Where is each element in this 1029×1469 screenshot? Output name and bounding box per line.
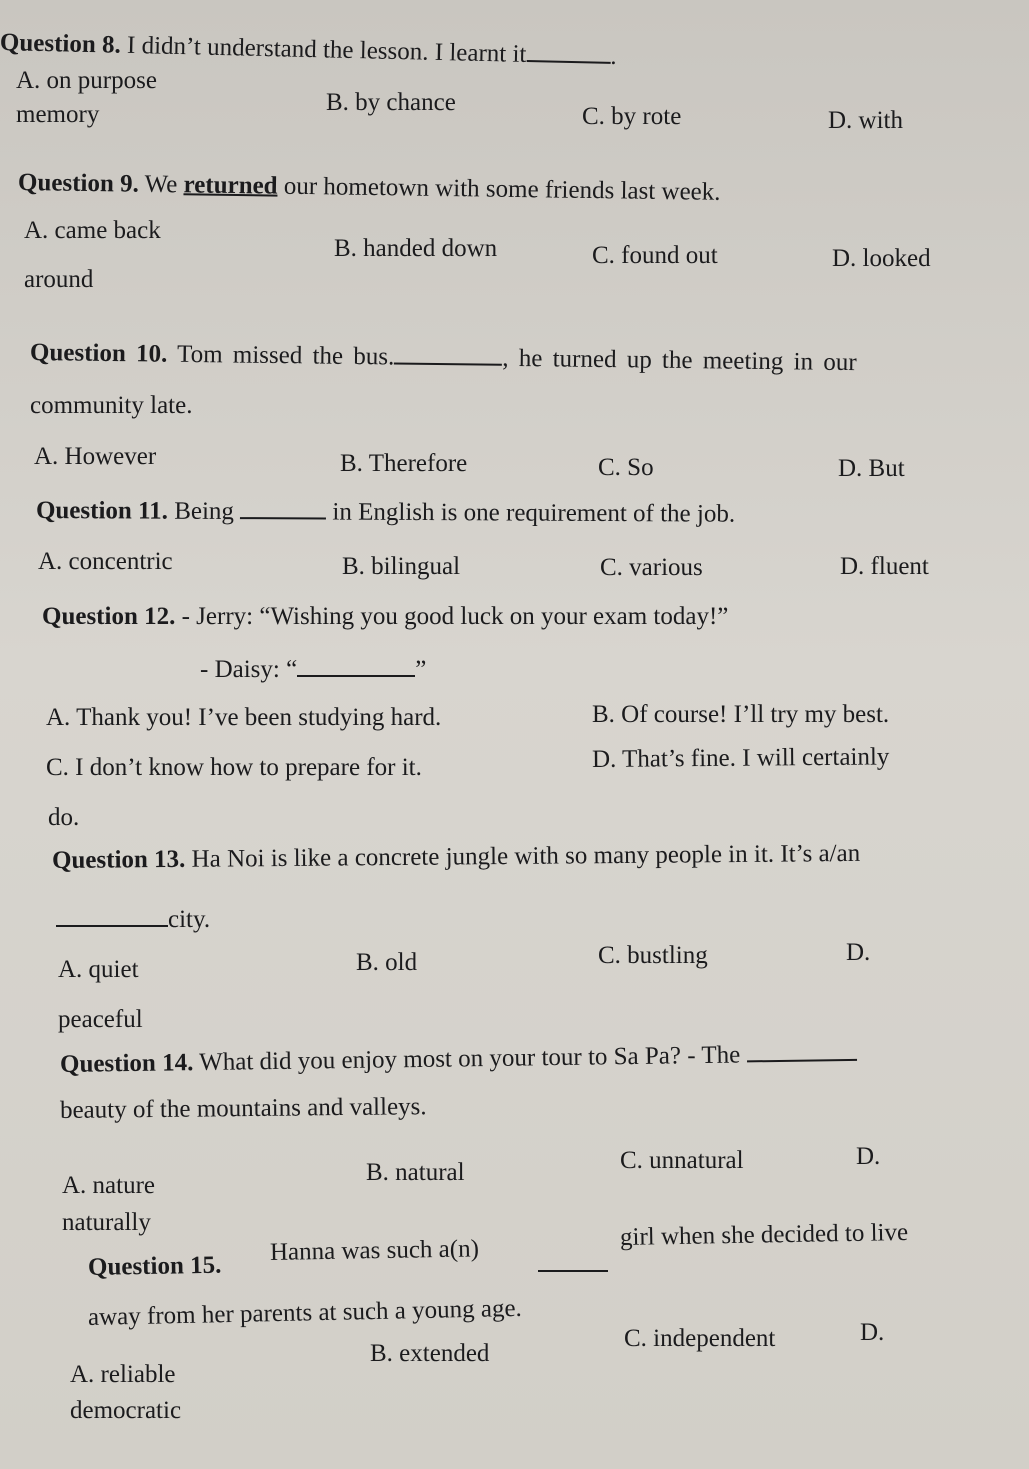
option-10a: A. However — [34, 443, 157, 470]
question-12-stem — [42, 604, 728, 629]
question-12-reply-end: ” — [415, 656, 427, 683]
question-8-end: . — [610, 42, 617, 70]
option-14d: D. — [856, 1143, 881, 1170]
option-8a: A. on purpose — [16, 67, 157, 94]
option-8d-continued: memory — [16, 101, 100, 128]
question-8-label: Question 8. — [0, 29, 122, 59]
option-12b: B. Of course! I’ll try my best. — [592, 701, 890, 728]
option-14a: A. nature — [62, 1172, 156, 1199]
question-14-label: Question 14. — [59, 1049, 194, 1078]
option-11a: A. concentric — [38, 548, 173, 575]
question-10-text: Tom missed the bus. — [176, 340, 395, 371]
option-15d: D. — [860, 1319, 885, 1346]
question-8-text: I didn’t understand the lesson. I learnt it — [126, 31, 527, 68]
question-15-stem — [88, 1253, 222, 1280]
option-10d: D. But — [838, 455, 905, 482]
option-13d-continued: peaceful — [58, 1006, 143, 1033]
option-15c: C. independent — [624, 1325, 776, 1352]
question-14-continued: beauty of the mountains and valleys. — [59, 1093, 427, 1124]
question-9-stem — [18, 170, 721, 205]
question-12-reply-start: - Daisy: “ — [200, 656, 298, 683]
answer-blank — [526, 40, 610, 64]
question-13-label: Question 13. — [51, 845, 186, 874]
option-8b: B. by chance — [326, 89, 456, 116]
question-11-text-rest: in English is one requirement of the job. — [332, 498, 736, 528]
underlined-word: returned — [183, 171, 278, 200]
option-9b: B. handed down — [334, 235, 498, 262]
question-10-continued: community late. — [30, 392, 193, 419]
question-14-stem — [60, 1039, 857, 1077]
question-11-stem — [36, 496, 735, 527]
question-13-continued — [56, 905, 210, 932]
question-15-continued: away from her parents at such a young age. — [87, 1294, 523, 1331]
option-9c: C. found out — [592, 242, 718, 269]
option-11c: C. various — [600, 554, 703, 581]
question-11-text: Being — [174, 497, 235, 526]
question-10-label: Question 10. — [29, 339, 168, 368]
question-9-label: Question 9. — [17, 169, 140, 198]
question-13-text-rest: city. — [168, 906, 211, 933]
question-9-text-rest: our hometown with some friends last week. — [283, 172, 721, 206]
option-9d: D. looked — [832, 245, 931, 272]
question-12-label: Question 12. — [42, 603, 176, 630]
option-15b: B. extended — [370, 1340, 490, 1367]
question-15-text-wrapper — [270, 1236, 479, 1265]
question-15-text: Hanna was such a(n) — [269, 1235, 480, 1266]
answer-blank — [240, 497, 326, 519]
option-11d: D. fluent — [840, 553, 929, 580]
option-9d-continued: around — [24, 266, 94, 293]
question-9-text: We — [144, 170, 178, 199]
option-11b: B. bilingual — [342, 553, 461, 580]
option-14d-continued: naturally — [62, 1209, 151, 1236]
question-14-text: What did you enjoy most on your tour to Sa Pa? - The — [198, 1041, 741, 1077]
option-15d-continued: democratic — [70, 1397, 182, 1424]
option-14b: B. natural — [366, 1159, 465, 1186]
option-8d: D. with — [828, 107, 903, 134]
option-13b: B. old — [356, 949, 418, 976]
question-13-stem — [52, 841, 860, 873]
answer-blank — [538, 1250, 608, 1272]
option-10c: C. So — [598, 454, 654, 481]
answer-blank-wrapper — [538, 1250, 608, 1277]
question-8-stem — [0, 28, 617, 69]
option-12a: A. Thank you! I’ve been studying hard. — [46, 704, 442, 731]
option-14c: C. unnatural — [620, 1147, 744, 1174]
question-12-reply — [200, 655, 426, 682]
question-15-text-rest: girl when she decided to live — [619, 1218, 909, 1251]
question-15-label: Question 15. — [87, 1251, 222, 1281]
option-12d: D. That’s fine. I will certainly — [591, 743, 890, 773]
question-13-text: Ha Noi is like a concrete jungle with so many people in it. It’s a/an — [191, 839, 861, 873]
option-12c: C. I don’t know how to prepare for it. — [46, 754, 422, 781]
question-12-text: - Jerry: “Wishing you good luck on your exam today!” — [181, 603, 729, 630]
option-8c: C. by rote — [582, 103, 682, 130]
answer-blank — [297, 655, 415, 677]
answer-blank — [394, 342, 502, 365]
question-10-text-rest: , he turned up the meeting in our — [502, 344, 857, 377]
answer-blank — [746, 1039, 856, 1063]
option-10b: B. Therefore — [340, 450, 468, 477]
answer-blank — [56, 905, 168, 927]
option-13d: D. — [846, 939, 871, 966]
question-11-label: Question 11. — [35, 497, 169, 525]
option-9a: A. came back — [24, 217, 161, 244]
option-12d-continued: do. — [48, 804, 80, 831]
option-15a: A. reliable — [70, 1361, 176, 1388]
question-10-stem — [30, 338, 857, 375]
option-13a: A. quiet — [58, 956, 139, 983]
option-13c: C. bustling — [598, 942, 708, 969]
